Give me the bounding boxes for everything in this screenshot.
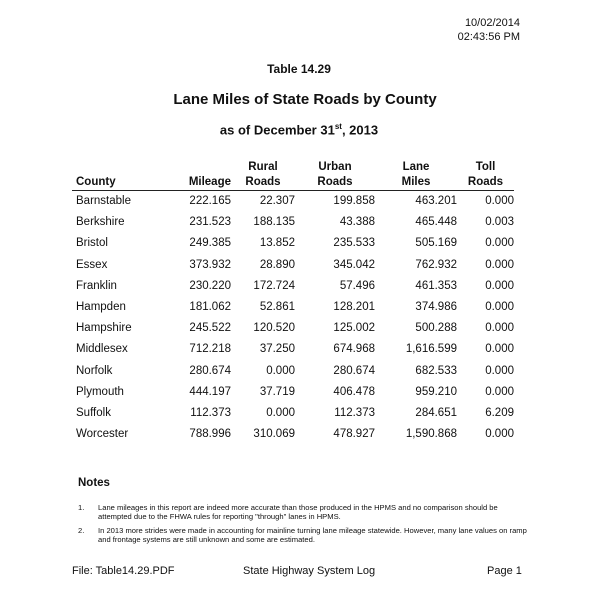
note-text: Lane mileages in this report are indeed more accurate than those produced in the HPMS and no comparison should be attempted due to the FHWA rules for reporting "through" lanes in HPMS. — [98, 503, 498, 522]
mileage-cell: 444.197 — [189, 385, 231, 398]
toll-roads-cell: 0.000 — [485, 279, 514, 292]
table-row — [72, 318, 514, 339]
toll-roads-cell: 0.000 — [485, 195, 514, 207]
urban-roads-cell: 674.968 — [333, 343, 375, 356]
lane-miles-cell: 1,590.868 — [405, 428, 457, 441]
rural-roads-cell: 310.069 — [253, 428, 295, 441]
mileage-cell: 222.165 — [189, 195, 231, 207]
table-row — [72, 361, 514, 382]
county-cell: Worcester — [76, 428, 129, 441]
timestamp — [458, 16, 520, 44]
county-cell: Franklin — [76, 279, 117, 292]
county-cell: Middlesex — [76, 343, 128, 356]
toll-roads-cell: 0.000 — [485, 258, 514, 271]
table-row — [72, 233, 514, 254]
rural-roads-cell: 37.719 — [259, 385, 295, 398]
county-cell: Bristol — [76, 237, 108, 250]
toll-roads-cell: 0.000 — [485, 237, 514, 250]
urban-roads-cell: 57.496 — [339, 279, 375, 292]
urban-roads-cell: 199.858 — [333, 195, 375, 207]
mileage-cell: 373.932 — [189, 258, 231, 271]
mileage-cell: 181.062 — [189, 301, 231, 314]
as-of-date — [0, 122, 598, 137]
toll-roads-cell: 6.209 — [485, 407, 514, 420]
urban-roads-cell: 125.002 — [333, 322, 375, 335]
table-number: Table 14.29 — [267, 62, 331, 76]
county-cell: Berkshire — [76, 216, 125, 229]
mileage-cell: 249.385 — [189, 237, 231, 250]
table-row — [72, 297, 514, 318]
county-cell: Hampden — [76, 301, 126, 314]
urban-roads-cell: 235.533 — [333, 237, 375, 250]
lane-miles-cell: 682.533 — [415, 364, 457, 377]
footer-page-number: Page 1 — [487, 565, 522, 577]
rural-roads-cell: 172.724 — [253, 279, 295, 292]
lane-miles-cell: 762.932 — [415, 258, 457, 271]
lane-miles-cell: 461.353 — [415, 279, 457, 292]
footer-file-name: File: Table14.29.PDF — [72, 565, 175, 577]
lane-miles-cell: 505.169 — [415, 237, 457, 250]
as-of-superscript: st — [334, 122, 342, 131]
table-row — [72, 276, 514, 297]
rural-roads-cell: 52.861 — [259, 301, 295, 314]
toll-roads-cell: 0.000 — [485, 385, 514, 398]
rural-roads-cell: 28.890 — [259, 258, 295, 271]
note-item — [78, 526, 528, 544]
rural-roads-cell: 37.250 — [259, 343, 295, 356]
lane-miles-cell: 959.210 — [415, 385, 457, 398]
toll-roads-cell: 0.000 — [485, 301, 514, 314]
table-row — [72, 424, 514, 445]
rural-roads-cell: 120.520 — [253, 322, 295, 335]
toll-roads-cell: 0.000 — [485, 428, 514, 441]
page-title: Lane Miles of State Roads by County — [173, 91, 437, 108]
column-header-lane-miles: Lane Miles — [375, 160, 457, 191]
lane-miles-cell: 500.288 — [415, 322, 457, 335]
column-header-mileage: Mileage — [161, 160, 231, 191]
print-time: 02:43:56 PM — [457, 31, 520, 43]
rural-roads-cell: 13.852 — [259, 237, 295, 250]
urban-roads-cell: 345.042 — [333, 258, 375, 271]
mileage-cell: 712.218 — [189, 343, 231, 356]
lane-miles-cell: 1,616.599 — [405, 343, 457, 356]
print-date: 10/02/2014 — [464, 17, 520, 29]
note-number: 2. — [78, 526, 85, 535]
county-cell: Suffolk — [76, 407, 111, 420]
note-item — [78, 503, 528, 521]
table-row — [72, 339, 514, 360]
county-cell: Essex — [76, 258, 108, 271]
toll-roads-cell: 0.000 — [485, 322, 514, 335]
table-row — [72, 403, 514, 424]
lane-miles-table — [72, 160, 514, 445]
table-row — [72, 191, 514, 213]
county-cell: Plymouth — [76, 385, 124, 398]
urban-roads-cell: 280.674 — [333, 364, 375, 377]
rural-roads-cell: 0.000 — [266, 407, 295, 420]
county-cell: Hampshire — [76, 322, 132, 335]
urban-roads-cell: 43.388 — [339, 216, 375, 229]
mileage-cell: 230.220 — [189, 279, 231, 292]
lane-miles-cell: 284.651 — [415, 407, 457, 420]
urban-roads-cell: 112.373 — [334, 407, 375, 420]
note-number: 1. — [78, 503, 85, 512]
county-cell: Barnstable — [76, 195, 131, 207]
column-header-county: County — [72, 160, 161, 191]
as-of-suffix: , 2013 — [341, 122, 379, 138]
lane-miles-cell: 465.448 — [415, 216, 457, 229]
rural-roads-cell: 22.307 — [259, 195, 295, 207]
table-row — [72, 382, 514, 403]
column-header-toll-roads: Toll Roads — [457, 160, 514, 191]
lane-miles-cell: 374.986 — [415, 301, 457, 314]
urban-roads-cell: 128.201 — [333, 301, 375, 314]
toll-roads-cell: 0.003 — [485, 216, 514, 229]
column-header-urban-roads: Urban Roads — [295, 160, 375, 191]
mileage-cell: 245.522 — [189, 322, 231, 335]
footer-report-name: State Highway System Log — [243, 565, 376, 577]
mileage-cell: 231.523 — [189, 216, 231, 229]
county-cell: Norfolk — [76, 364, 113, 377]
urban-roads-cell: 478.927 — [333, 428, 375, 441]
as-of-prefix: as of December 31 — [219, 122, 335, 138]
toll-roads-cell: 0.000 — [485, 364, 514, 377]
mileage-cell: 112.373 — [190, 407, 231, 420]
lane-miles-cell: 463.201 — [415, 195, 457, 207]
table-row — [72, 255, 514, 276]
rural-roads-cell: 0.000 — [266, 364, 295, 377]
mileage-cell: 788.996 — [189, 428, 231, 441]
column-header-rural-roads: Rural Roads — [231, 160, 295, 191]
mileage-cell: 280.674 — [189, 364, 231, 377]
table-header-row — [72, 160, 514, 191]
rural-roads-cell: 188.135 — [253, 216, 295, 229]
toll-roads-cell: 0.000 — [485, 343, 514, 356]
notes-heading: Notes — [78, 477, 110, 489]
urban-roads-cell: 406.478 — [333, 385, 375, 398]
note-text: In 2013 more strides were made in accounting for mainline turning lane mileage statewide. However, many lane values on ramp and frontage systems are still unknown and some are estimated. — [98, 526, 527, 545]
table-row — [72, 212, 514, 233]
